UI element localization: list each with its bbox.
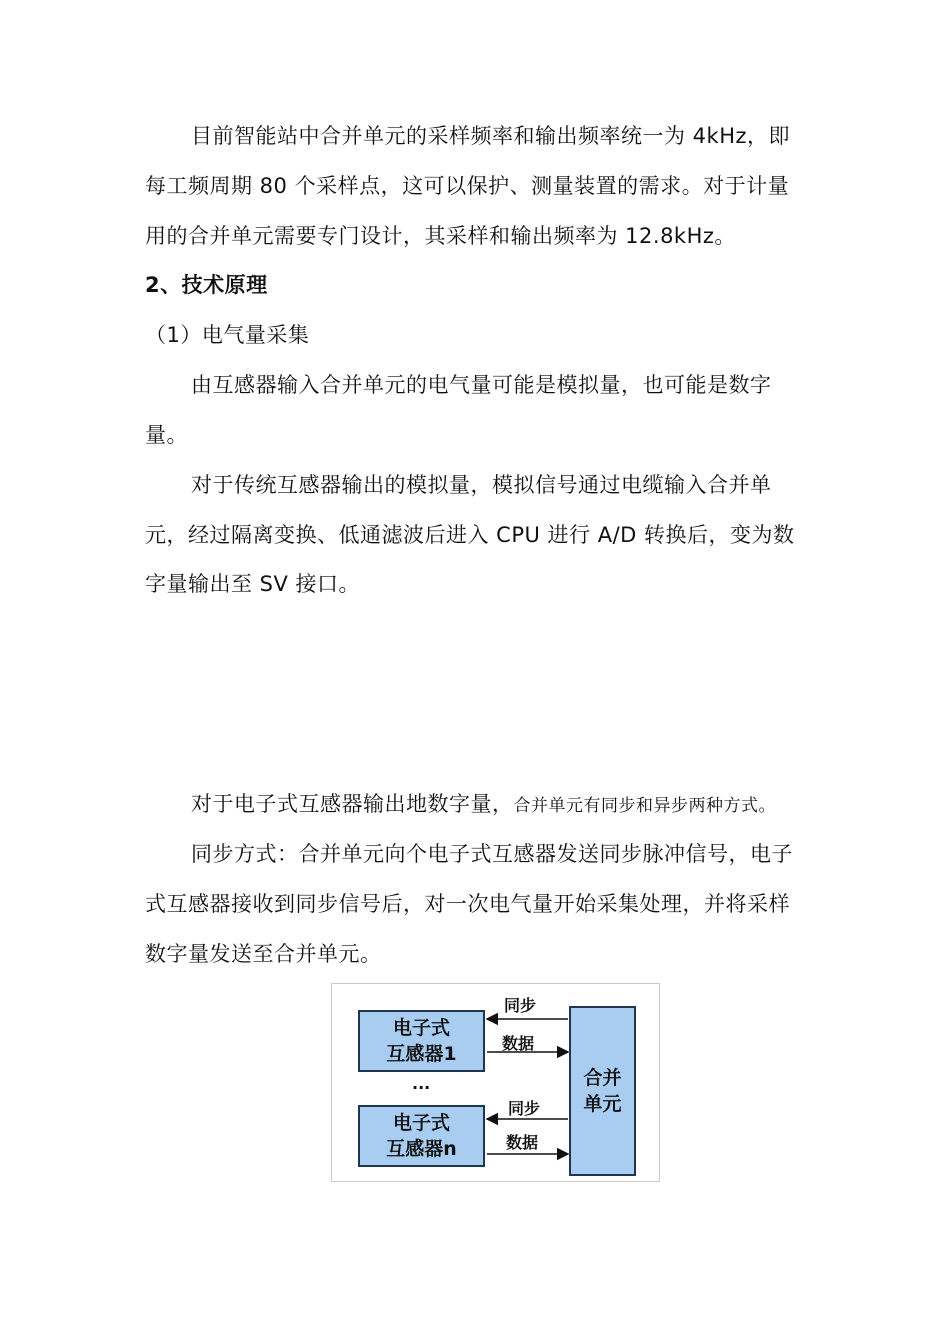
- paragraph-2-line-2: 量。: [145, 423, 188, 447]
- transformer-box-n-line-1: 电子式: [392, 1112, 450, 1134]
- data-label-1: 数据: [502, 1034, 535, 1053]
- paragraph-5-line-1: 同步方式：合并单元向个电子式互感器发送同步脉冲信号，电子: [191, 842, 793, 866]
- paragraph-1-line-3: 用的合并单元需要专门设计，其采样和输出频率为 12.8kHz。: [145, 224, 736, 248]
- paragraph-1-line-1: 目前智能站中合并单元的采样频率和输出频率统一为 4kHz，即: [191, 124, 791, 148]
- ellipsis-label: ...: [412, 1074, 431, 1093]
- paragraph-3-line-3: 字量输出至 SV 接口。: [145, 572, 361, 596]
- paragraph-4: [191, 790, 776, 820]
- paragraph-4-small: 合并单元有同步和异步两种方式。: [513, 796, 776, 816]
- section-heading: 2、技术原理: [145, 273, 268, 297]
- paragraph-1-line-2: 每工频周期 80 个采样点，这可以保护、测量装置的需求。对于计量: [145, 174, 790, 198]
- paragraph-3-line-1: 对于传统互感器输出的模拟量，模拟信号通过电缆输入合并单: [191, 473, 772, 497]
- transformer-box-1: [358, 1010, 485, 1072]
- data-label-2: 数据: [506, 1133, 539, 1152]
- sync-diagram: [331, 983, 660, 1182]
- merging-unit-box: [569, 1006, 636, 1176]
- transformer-box-1-line-2: 互感器1: [386, 1043, 457, 1065]
- sync-label-2: 同步: [508, 1099, 541, 1118]
- paragraph-4-main: 对于电子式互感器输出地数字量，: [191, 792, 514, 816]
- transformer-box-n-line-2: 互感器n: [386, 1138, 457, 1160]
- paragraph-5-line-3: 数字量发送至合并单元。: [145, 942, 382, 966]
- transformer-box-1-line-1: 电子式: [392, 1017, 450, 1039]
- merging-unit-line-2: 单元: [583, 1093, 622, 1115]
- transformer-box-n: [358, 1105, 485, 1167]
- paragraph-2-line-1: 由互感器输入合并单元的电气量可能是模拟量，也可能是数字: [191, 373, 772, 397]
- merging-unit-line-1: 合并: [583, 1067, 622, 1089]
- paragraph-3-line-2: 元，经过隔离变换、低通滤波后进入 CPU 进行 A/D 转换后，变为数: [145, 523, 795, 547]
- paragraph-5-line-2: 式互感器接收到同步信号后，对一次电气量开始采集处理，并将采样: [145, 892, 790, 916]
- sync-label-1: 同步: [504, 996, 537, 1015]
- subsection-heading: （1）电气量采集: [145, 323, 310, 347]
